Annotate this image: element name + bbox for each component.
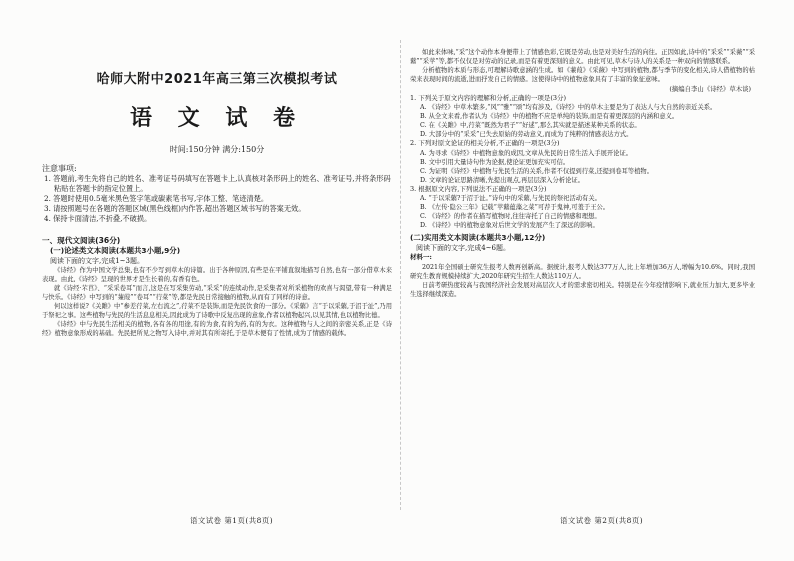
answer-option: C. 《诗经》的作者在描写植物时,往往寄托了自己的情感和理想。 [420,213,601,221]
passage-paragraph: 分析植物的本质与形态,可理解诗歌意涵的生成。如《蒹葭》《采薇》中写到的植物,都与季节的变化相关,诗人借植物的枯荣来表现时间的流逝,进而抒发自己的情感。这使得诗中的植物意象具有了丰富的象征意味。 [410,67,755,83]
material-paragraph: 日前考研热度较高与我国经济社会发展对高层次人才的需求密切相关。特别是在今年疫情影响下,就业压力加大,更多毕业生选择继续深造。 [410,281,755,298]
material-label: 材料一: [410,253,432,262]
page-right [410,48,755,299]
material-paragraph: 2021年全国硕士研究生报考人数再创新高。据统计,报考人数达377万人,比上年增加36万人,增幅为10.6%。同时,我国研究生教育规模持续扩大,2020年研究生招生人数达110万人。 [410,263,755,280]
page-footer-right: 语文试卷 第2页(共8页) [560,516,644,525]
passage-paragraph: 何以这样说?《关雎》中“参差荇菜,左右流之”,荇菜不是装饰,而是先民饮食的一部分。《采蘩》言“于以采蘩,于沼于沚”,乃用于祭祀之事。这些植物与先民的生活息息相关,因此成为了诗歌中反复出现的意象,作者以植物起兴,以见其情,也以植物比德。 [42,303,392,319]
note-item: 3. 请按照题号在各题的答题区域(黑色线框)内作答,超出答题区域书写的答案无效。 [44,204,306,213]
answer-option: A. 《诗经》中草木繁多,“风”“雅”“颂”均有涉及,《诗经》中的草木主要是为了表达人与大自然的亲近关系。 [420,104,717,112]
question-stem: 1. 下列关于原文内容的理解和分析,正确的一项是(3分) [410,94,567,102]
answer-option: D. 大部分中的“采采”已失去原始的劳动意义,而成为了纯粹的情感表达方式。 [420,131,633,139]
question-stem: 2. 下列对原文论证的相关分析,不正确的一项是(3分) [410,139,560,148]
answer-option: D. 文章的论证思路清晰,先提出观点,再层层深入分析论证。 [420,176,584,184]
passage-source: (摘编自李山《诗经》草木谈) [669,85,751,93]
passage-paragraph: 就《诗经·芣苢》、“采采卷耳”而言,这是在写采集劳动,“采采”的连续动作,是采集者对所采植物的欢喜与渴望,带有一种满足与快乐。《诗经》中写到的“蒹葭”“卷耳”“荇菜”等,都是先民日常接触的植物,从而有了同样的诗意。 [42,285,392,301]
exam-title: 哈师大附中2021年高三第三次模拟考试 [96,72,338,87]
answer-option: D. 《诗经》中的植物意象对后世文学的发展产生了深远的影响。 [420,222,599,230]
answer-option: A. “于以采蘩?于沼于沚。”诗句中的采蘩,与先民的祭祀活动有关。 [420,195,601,203]
page-left [42,34,392,338]
notes-heading: 注意事项: [42,164,77,173]
page-footer-left: 语文试卷 第1页(共8页) [190,516,274,525]
exam-meta: 时间:150分钟 满分:150分 [169,145,265,154]
reading-lead: 阅读下面的文字,完成4~6题。 [416,244,510,253]
note-item: 2. 答题时使用0.5毫米黑色签字笔或碳素笔书写,字体工整、笔迹清楚。 [44,194,269,203]
note-item: 4. 保持卡面清洁,不折叠,不破损。 [44,214,152,223]
subsection-heading: (二)实用类文本阅读(本题共3小题,12分) [410,233,546,243]
answer-option: B. 从全文来看,作者认为《诗经》中的植物不应是单纯的装饰,而是有着更深层的内涵和意义。 [420,113,679,121]
answer-option: A. 为寻求《诗经》中植物意象的成因,文章从先民的日常生活入手展开论证。 [420,149,633,157]
note-item: 1. 答题前,考生先将自己的姓名、准考证号码填写在答题卡上,认真核对条形码上的姓名、准考证号,并将条形码粘贴在答题卡的指定位置上。 [44,174,391,193]
page-divider [400,40,401,510]
section-heading: 一、现代文阅读(36分) [42,236,121,245]
passage-paragraph: 《诗经》作为中国文学总集,也有不少写到草木的诗篇。出于各种原因,有些是在平铺直叙地描写自然,也有一部分借草木来表现。由此,《诗经》呈现的世界才是生长着的,有香有色。 [42,267,392,283]
answer-option: C. 为证明《诗经》中植物与先民生活的关系,作者不仅提到荇菜,还提到卷耳等植物。 [420,167,653,175]
passage-paragraph: 如此来体味,“采”这个动作本身便带上了情感色彩,它既是劳动,也是对美好生活的向往。正因如此,诗中的“采采”“采薇”“采蘩”“采苹”等,都不仅仅是对劳动的记录,而是有着更深刻的意义。由此可见,草木与诗人的关系是一种双向的情感联系。 [410,49,755,65]
answer-option: C. 在《关雎》中,荇菜“既然为君子”“好逑”,那么其实就是描述某种关系的状态。 [420,122,641,130]
subject-title: 语 文 试 卷 [130,106,304,131]
subsection-heading: (一)论述类文本阅读(本题共3小题,9分) [50,246,181,255]
passage-paragraph: 《诗经》中与先民生活相关的植物,各有各的用途,有的为食,有的为药,有的为衣。这种植物与人之间的亲密关系,正是《诗经》植物意象形成的基础。先民把所见之物写入诗中,并对其有所寄托,于是草木便有了性情,成为了情感的载体。 [42,321,392,337]
answer-option: B. 文中引用大量诗句作为论据,使论证更加充实可信。 [420,158,570,166]
question-stem: 3. 根据原文内容,下列说法不正确的一项是(3分) [410,184,547,193]
reading-lead: 阅读下面的文字,完成1~3题。 [50,257,144,265]
answer-option: B. 《左传·隐公三年》记载“苹蘩蕴藻之菜”可荐于鬼神,可羞于王公。 [420,204,610,212]
